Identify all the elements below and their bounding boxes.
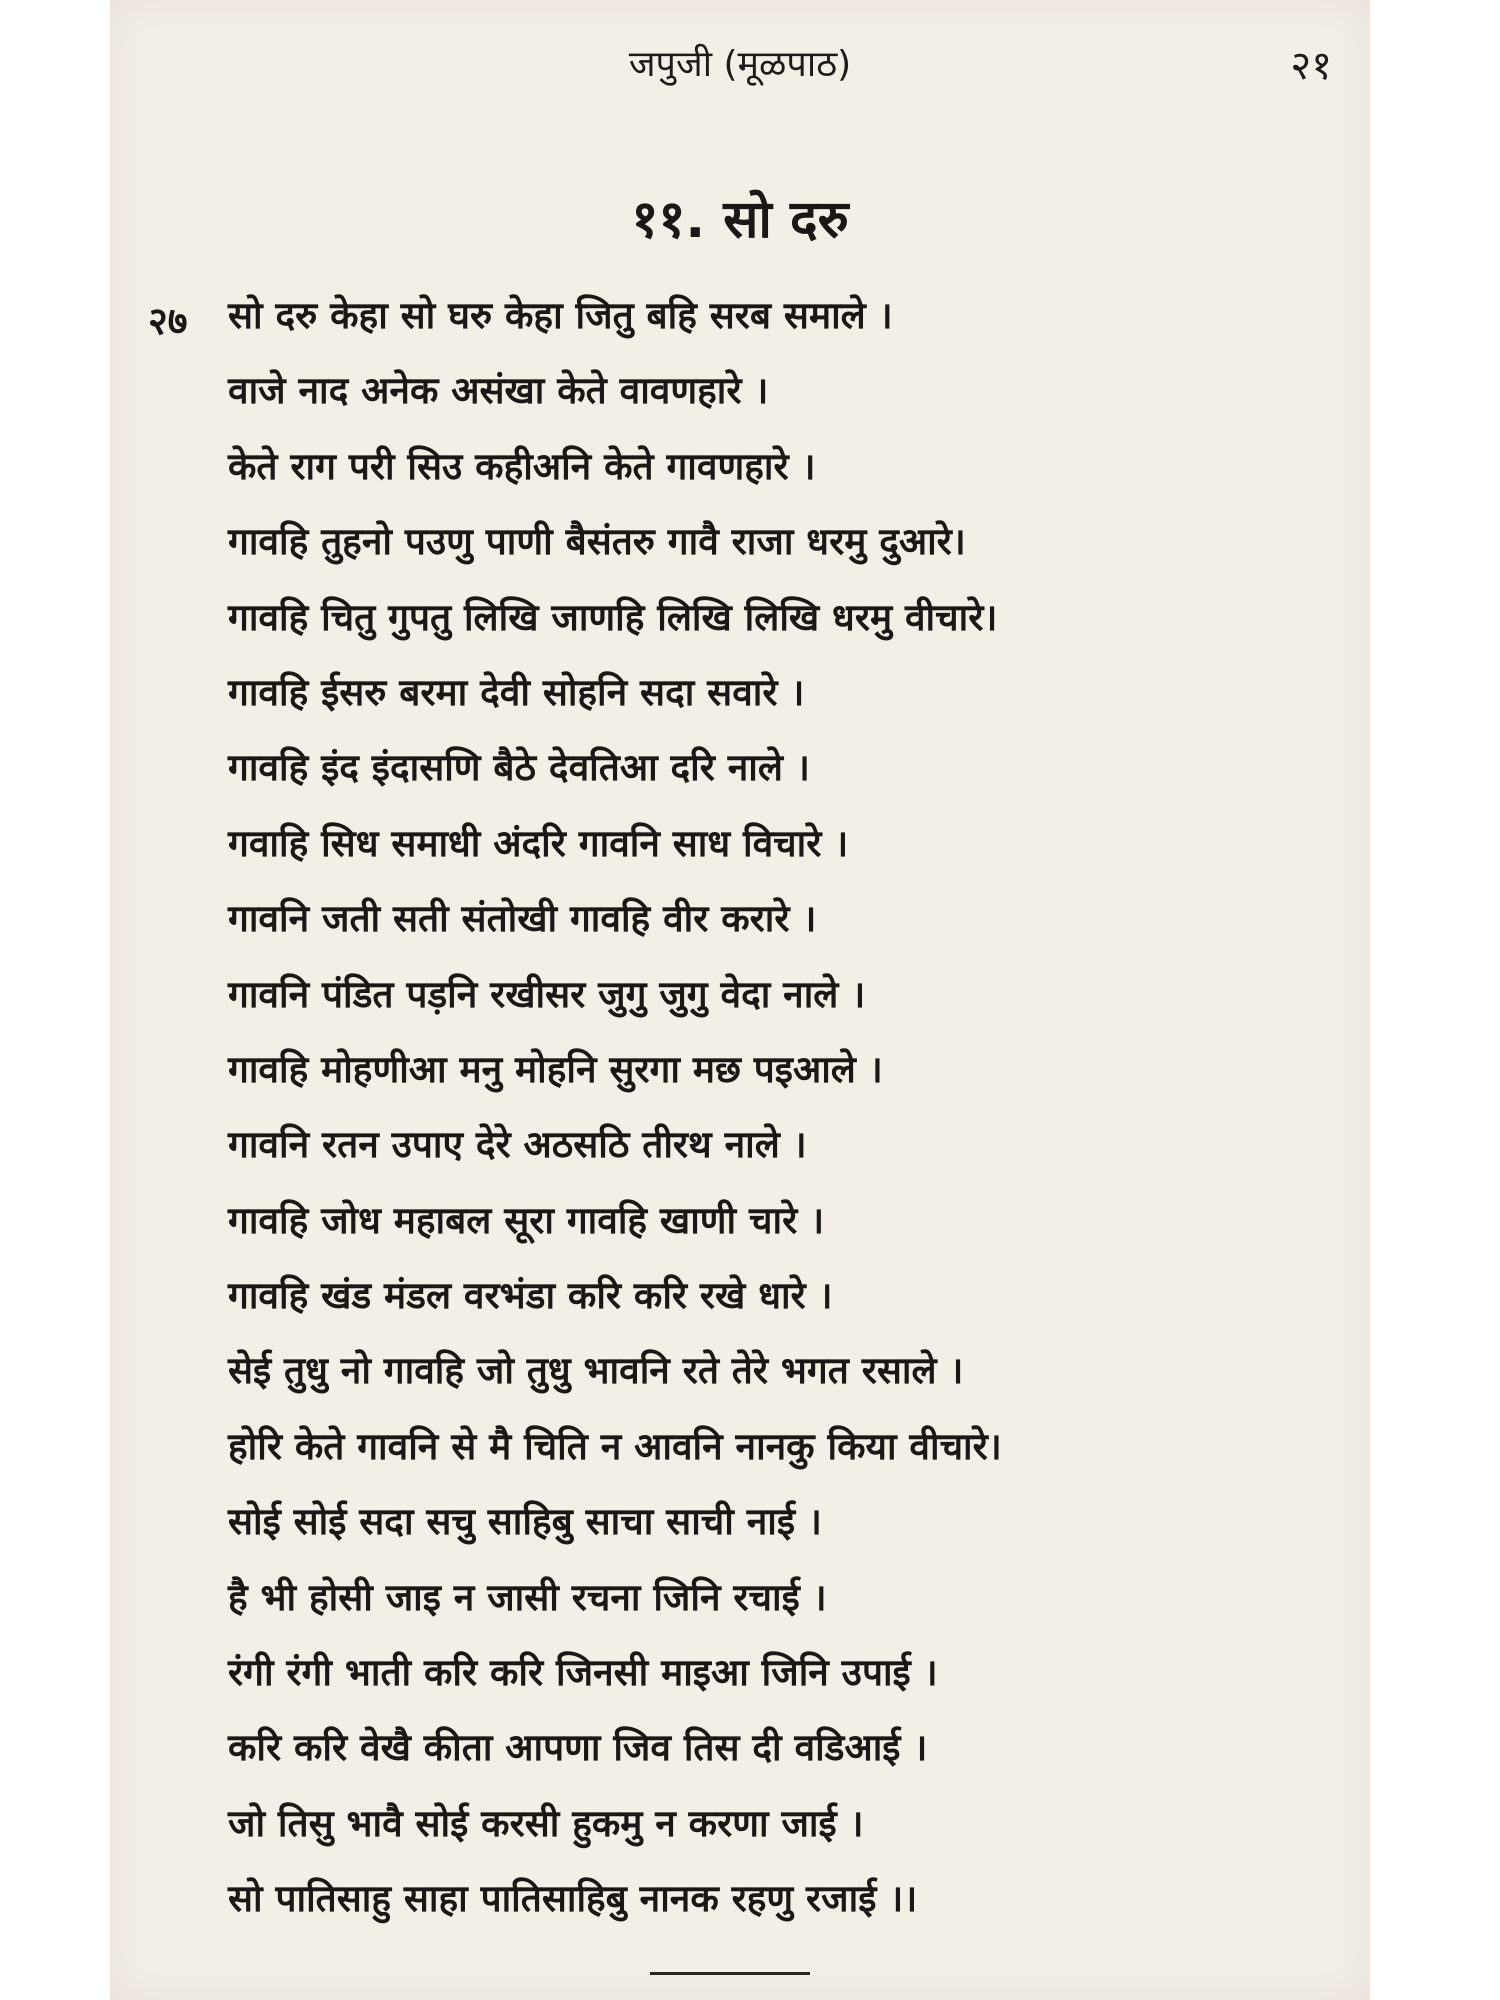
verse-line: गावहि जोध महाबल सूरा गावहि खाणी चारे ।: [228, 1198, 825, 1242]
verse-line: केते राग परी सिउ कहीअनि केते गावणहारे ।: [228, 444, 816, 488]
verse-lines: [228, 290, 1358, 1949]
verse-line: सेई तुधु नो गावहि जो तुधु भावनि रते तेरे भगत रसाले ।: [228, 1349, 964, 1393]
verse-line: गावहि ईसरु बरमा देवी सोहनि सदा सवारे ।: [228, 670, 805, 714]
verse-line: गावनि पंडित पड़नि रखीसर जुगु जुगु वेदा नाले ।: [228, 972, 866, 1016]
verse-line: गावनि जती सती संतोखी गावहि वीर करारे ।: [228, 897, 817, 941]
verse-line: सो दरु केहा सो घरु केहा जितु बहि सरब समाले ।: [228, 294, 893, 337]
verse-line: गावहि तुहनो पउणु पाणी बैसंतरु गावै राजा धरमु दुआरे।: [228, 520, 966, 564]
verse-line: सोई सोई सदा सचु साहिबु साचा साची नाई ।: [228, 1500, 822, 1544]
verse-line: गावहि खंड मंडल वरभंडा करि करि रखे धारे ।: [228, 1274, 833, 1318]
verse-line: गवाहि सिध समाधी अंदरि गावनि साध विचारे ।: [228, 821, 849, 865]
section-title: ११. सो दरु: [631, 190, 849, 250]
verse-line: करि करि वेखै कीता आपणा जिव तिस दी वडिआई ।: [228, 1726, 928, 1770]
verse-line: रंगी रंगी भाती करि करि जिनसी माइआ जिनि उपाई ।: [228, 1651, 938, 1695]
page-number: २१: [1290, 43, 1332, 89]
verse-line: गावनि रतन उपाए देरे अठसठि तीरथ नाले ।: [228, 1123, 807, 1167]
end-rule: [650, 1972, 810, 1975]
verse-line: है भी होसी जाइ न जासी रचना जिनि रचाई ।: [228, 1575, 827, 1619]
verse-line: गावहि चितु गुपतु लिखि जाणहि लिखि लिखि धरमु वीचारे।: [228, 595, 998, 639]
verse-line: जो तिसु भावै सोई करसी हुकमु न करणा जाई ।: [228, 1801, 864, 1845]
running-title: जपुजी (मूळपाठ): [628, 44, 852, 85]
verse-line: सो पातिसाहु साहा पातिसाहिबु नानक रहणु रजाई ।।: [228, 1877, 918, 1921]
book-page: [110, 0, 1370, 2000]
verse-line: गावहि मोहणीआ मनु मोहनि सुरगा मछ पइआले ।: [228, 1047, 883, 1091]
verse-line: वाजे नाद अनेक असंखा केते वावणहारे ।: [228, 369, 769, 413]
verse-line: गावहि इंद इंदासणि बैठे देवतिआ दरि नाले ।: [228, 746, 810, 790]
verse-line: होरि केते गावनि से मै चिति न आवनि नानकु किया वीचारे।: [228, 1424, 1002, 1468]
verse-number: २७: [148, 299, 188, 343]
